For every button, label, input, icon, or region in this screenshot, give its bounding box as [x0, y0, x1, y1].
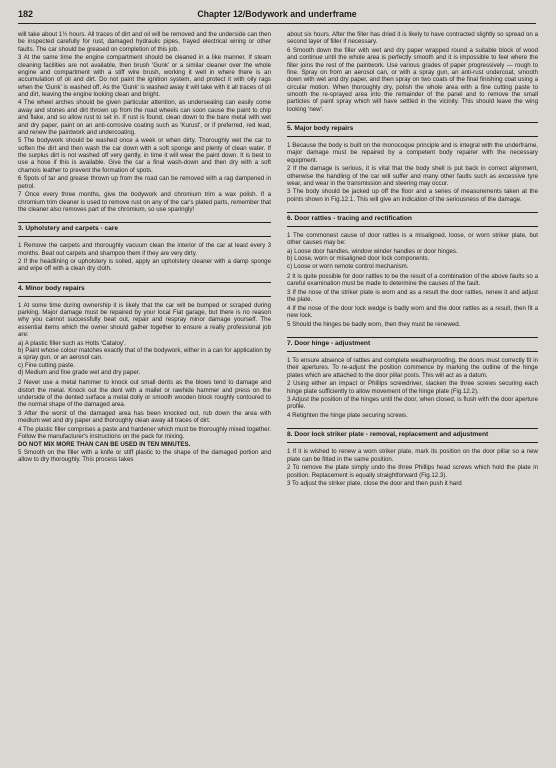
paragraph: 3 To adjust the striker plate, close the door and then push it hard	[287, 480, 462, 488]
paragraph: 2 It is quite possible for door rattles to be the result of a combination of the above faults so a careful examination must be made to determine the causes of the fault.	[287, 273, 538, 288]
page-header	[18, 7, 536, 24]
paragraph: 1 If it is wished to renew a worn striker plate, mark its position on the door pillar so a new plate can be fitted in the same position.	[287, 448, 538, 463]
warning-text: DO NOT MIX MORE THAN CAN BE USED IN TEN MINUTES.	[18, 440, 191, 448]
paragraph: 1 The commonest cause of door rattles is a misaligned, loose, or worn striker plate, but other causes may be:	[287, 232, 538, 247]
paragraph: 4 The wheel arches should be given particular attention, as undersealing can easily come away and stones and dirt thrown up from the road wheels can soon cause the paint to chip and flake, and so allow rust to set in. If rust is found, clean down to the bare metal with wet and dry paper, paint on an anti-corrosive coating such as 'Kurust', or if preferred, red lead, and renew the paintwork and undercoating.	[18, 99, 271, 136]
paragraph: 2 To remove the plate simply undo the three Phillips head screws which hold the plate in position. Replacement is equally straightforward (Fig.12.3).	[287, 464, 538, 479]
paragraph: 5 Smooth on the filler with a knife or stiff plastic to the shape of the damaged portion and allow to dry thoroughly. This process takes	[18, 449, 271, 464]
paragraph: 1 Because the body is built on the monocoque principle and is integral with the underframe, major damage must be repaired by a competent body repairer with the necessary equipment.	[287, 141, 538, 164]
paragraph: 2 If the headlining or upholstery is soiled, apply an upholstery cleaner with a damp sponge and wipe off with a clean dry cloth.	[18, 258, 271, 273]
paragraph: about six hours. After the filler has dried it is likely to have contracted slightly so spread on a second layer of filler if necessary.	[287, 31, 538, 46]
list-item: b) Paint whose colour matches exactly that of the bodywork, either in a can for application by a spray gun, or an aerosol can.	[18, 347, 271, 362]
section-heading-minor-repairs: 4. Minor body repairs	[18, 282, 271, 297]
paragraph: 4 Retighten the hinge plate securing screws.	[287, 411, 408, 419]
section-heading-door-hinge: 7. Door hinge - adjustment	[287, 337, 538, 352]
left-column	[18, 31, 271, 765]
paragraph: 4 If the nose of the door lock wedge is badly worn and the door rattles as a result, then fit a new lock.	[287, 304, 538, 320]
paragraph: 5 Should the hinges be badly worn, then they must be renewed.	[287, 320, 461, 328]
list-item: d) Medium and fine grade wet and dry paper.	[18, 369, 141, 377]
paragraph: 3 Adjust the position of the hinges until the door, when closed, is flush with the door aperture profile.	[287, 396, 538, 411]
paragraph: 6 Smooth down the filler with wet and dry paper wrapped round a suitable block of wood and continue until the whole area is perfectly smooth and it is impossible to feel where the filler joins the rest of the paintwork. Use various grades of paper progressively — rough to fine. Spray on from an aerosol can, or with a spray gun, an anti-rust undercoat, smooth down with wet and dry paper, and then spray on two coats of the final finishing coat using a circular motion. When thoroughly dry, polish the whole area with a fine cutting paste to smooth the re-sprayed area into the remainder of the panel and to remove the small particles of paint spray which will have settled in the vicinity. This should leave the wing looking 'new'.	[287, 46, 538, 113]
paragraph: 6 Spots of tar and grease thrown up from the road can be removed with a rag dampened in petrol.	[18, 175, 271, 190]
paragraph: 4 The plastic filler comprises a paste and hardener which must be thoroughly mixed together. Follow the manufacturer's instructions on the pack for mixing.	[18, 425, 271, 441]
section-heading-door-rattles: 6. Door rattles - tracing and rectification	[287, 212, 538, 227]
paragraph: 2 Never use a metal hammer to knock out small dents as the blows tend to damage and distort the metal. Knock out the dent with a mallet or rawhide hammer and press on the underside of the dented surface a metal dolly or smooth wooden block roughly contoured to the normal shape of the damaged area.	[18, 379, 271, 409]
paragraph: 3 After the worst of the damaged area has been knocked out, rub down the area with medium wet and dry paper and thoroughly clean away all traces of dirt.	[18, 409, 271, 425]
page-number: 182	[18, 9, 34, 19]
list-item: b) Loose, worn or misaligned door lock components.	[287, 255, 430, 263]
section-heading-striker-plate: 8. Door lock striker plate - removal, replacement and adjustment	[287, 428, 538, 443]
paragraph: 2 Using either an impact or Phillips screwdriver, slacken the three screws securing each hinge plate sufficiently to allow movement of the hinge plate (Fig.12.2).	[287, 380, 538, 395]
paragraph: 3 If the nose of the striker plate is worn and as a result the door rattles, renew it and adjust the plate.	[287, 288, 538, 304]
list-item: a) Loose door handles, window winder handles or door hinges.	[287, 247, 458, 255]
section-heading-upholstery: 3. Upholstery and carpets - care	[18, 222, 271, 237]
paragraph: 2 If the damage is serious, it is vital that the body shell is put back in correct alignment, otherwise the handling of the car will suffer and many other faults such as excessive tyre wear, and wear in the transmission and steering may occur.	[287, 165, 538, 187]
chapter-title: Chapter 12/Bodywork and underframe	[197, 9, 357, 19]
paragraph: 3 The body should be jacked up off the floor and a series of measurements taken at the points shown in Fig.12.1. This will give an indication of the seriousness of the damage.	[287, 188, 538, 203]
section-heading-major-repairs: 5. Major body repairs	[287, 122, 538, 137]
list-item: c) Fine cutting paste.	[18, 361, 75, 369]
paragraph: 7 Once every three months, give the bodywork and chromium trim a wax polish. If a chromium trim cleaner is used to remove rust on any of the car's plated parts, remember that the cleaner also removes part of the chromium, so use sparingly!	[18, 191, 271, 213]
paragraph: will take about 1½ hours. All traces of dirt and oil will be removed and the underside can then be inspected carefully for rust, damaged hydraulic pipes, frayed electrical wiring or other faults. The car should be greased on completion of this job.	[18, 31, 271, 53]
paragraph: 1 To ensure absence of rattles and complete weatherproofing, the doors must correctly fit in their apertures. To re-adjust the position commence by marking the outline of the hinge plates which are attached to the door pillar posts. This will act as a datum.	[287, 356, 538, 379]
paragraph: 1 Remove the carpets and thoroughly vacuum clean the interior of the car at least every 3 months. Beat out carpets and shampoo them if they are very dirty.	[18, 242, 271, 257]
paragraph: 5 The bodywork should be washed once a week or when dirty. Thoroughly wet the car to soften the dirt and then wash the car down with a soft sponge and plenty of clean water. If the surplus dirt is not washed off very gently, in time it will wear the paint down. It is best to use a hose if this is available. Give the car a final wash-down and then dry with a soft chamois leather to prevent the formation of spots.	[18, 137, 271, 174]
right-column	[287, 31, 538, 765]
paragraph: 1 At some time during ownership it is likely that the car will be bumped or scraped during parking. Major damage must be repaired by your local Fiat garage, but there is no reason why you cannot successfully beat out, repair and respray minor damage yourself. The essential items which the owner should gather together to ensure a really professional job are:	[18, 301, 271, 339]
list-item: c) Loose or worn remote control mechanism.	[287, 262, 409, 270]
paragraph: 3 At the same time the engine compartment should be cleaned in a like manner. If steam cleaning facilities are not available, then brush 'Gunk' or a similar cleaner over the whole engine and compartment with a stiff wire brush, working it well in where there is an accumulation of oil and dirt. Do not paint the ignition system, and protect it with oily rags when the 'Gunk' is washed off. As the 'Gunk' is washed away it will take with it all traces of oil and dirt, leaving the engine looking clean and bright.	[18, 54, 271, 98]
list-item: a) A plastic filler such as Holts 'Cataloy'.	[18, 339, 126, 347]
